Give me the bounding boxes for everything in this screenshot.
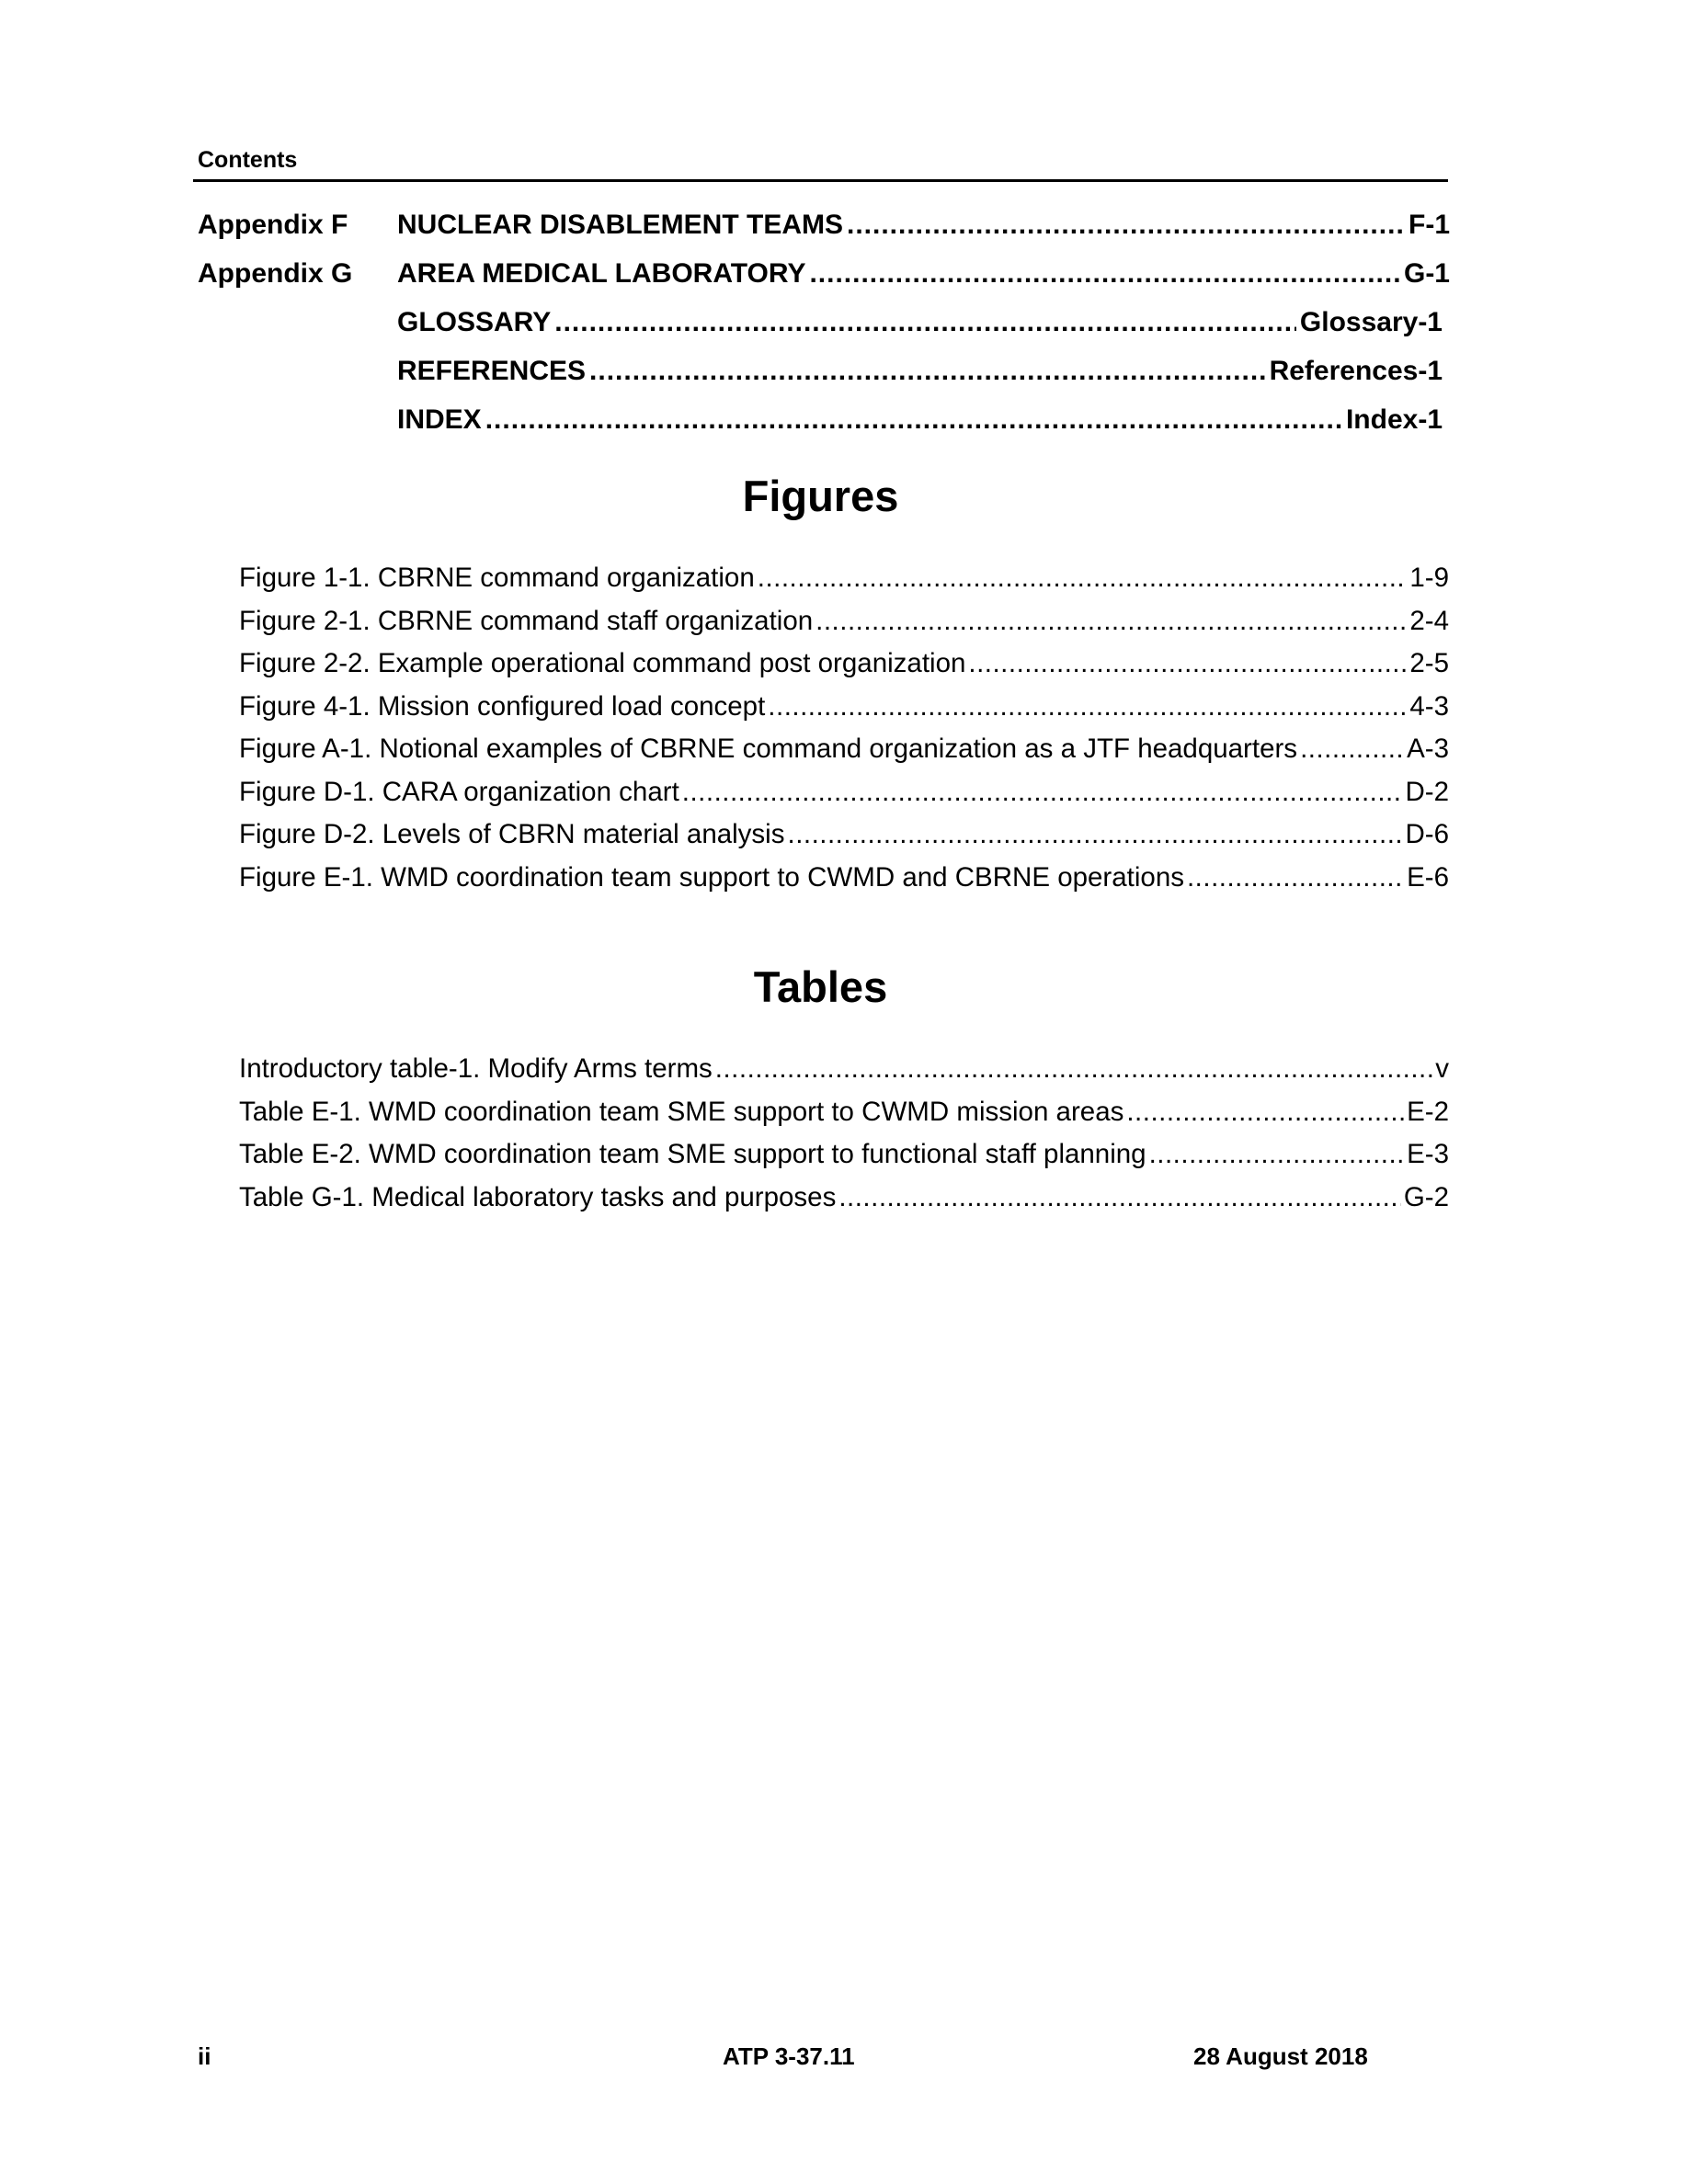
dot-leader bbox=[682, 777, 1403, 808]
toc-page: Glossary-1 bbox=[1299, 307, 1443, 337]
figure-page: 2-5 bbox=[1409, 648, 1449, 678]
toc-row[interactable] bbox=[198, 210, 1450, 258]
figure-title: Figure 2-1. CBRNE command staff organization bbox=[239, 605, 814, 636]
toc-entry bbox=[397, 356, 1443, 387]
dot-leader bbox=[715, 1053, 1432, 1085]
table-entry[interactable] bbox=[239, 1097, 1449, 1140]
footer-page-number: ii bbox=[198, 2042, 211, 2070]
dot-leader bbox=[485, 404, 1342, 436]
dot-leader bbox=[554, 307, 1296, 338]
toc-entry bbox=[397, 307, 1443, 338]
figure-page: A-3 bbox=[1407, 734, 1449, 764]
table-page: E-2 bbox=[1407, 1096, 1449, 1127]
running-head: Contents bbox=[198, 147, 298, 173]
dot-leader bbox=[768, 691, 1407, 722]
toc-title: REFERENCES bbox=[397, 356, 587, 386]
dot-leader bbox=[589, 356, 1266, 387]
toc-row[interactable] bbox=[198, 307, 1450, 356]
table-title: Table E-1. WMD coordination team SME support to CWMD mission areas bbox=[239, 1096, 1124, 1127]
toc-page: G-1 bbox=[1403, 258, 1450, 289]
figure-page: E-6 bbox=[1407, 861, 1449, 893]
figure-entry[interactable] bbox=[239, 777, 1449, 820]
header-rule bbox=[193, 179, 1448, 182]
figures-heading: Figures bbox=[742, 472, 899, 520]
dot-leader bbox=[1187, 862, 1404, 893]
figure-page: 4-3 bbox=[1409, 690, 1449, 722]
table-title: Introductory table-1. Modify Arms terms bbox=[239, 1053, 713, 1084]
toc-title: GLOSSARY bbox=[397, 307, 552, 337]
tables-heading: Tables bbox=[753, 962, 888, 1011]
toc-row[interactable] bbox=[198, 258, 1450, 307]
figure-page: D-2 bbox=[1405, 776, 1449, 807]
figure-entry[interactable] bbox=[239, 606, 1449, 649]
dot-leader bbox=[838, 1182, 1400, 1213]
dot-leader bbox=[815, 606, 1407, 637]
toc-label: Appendix F bbox=[198, 210, 348, 240]
figure-entry[interactable] bbox=[239, 734, 1449, 777]
toc-page: Index-1 bbox=[1345, 404, 1443, 435]
dot-leader bbox=[1300, 734, 1404, 765]
figure-title: Figure 4-1. Mission configured load concept bbox=[239, 690, 766, 722]
toc-row[interactable] bbox=[198, 356, 1450, 404]
toc-entry bbox=[397, 210, 1450, 241]
table-entry[interactable] bbox=[239, 1139, 1449, 1182]
toc-title: AREA MEDICAL LABORATORY bbox=[397, 258, 806, 289]
figure-title: Figure A-1. Notional examples of CBRNE command organization as a JTF headquarters bbox=[239, 734, 1298, 764]
figures-list bbox=[239, 563, 1449, 904]
figure-page: D-6 bbox=[1405, 819, 1449, 849]
toc-page: F-1 bbox=[1409, 210, 1450, 240]
figure-entry[interactable] bbox=[239, 563, 1449, 606]
tables-list bbox=[239, 1053, 1449, 1224]
footer-publication: ATP 3-37.11 bbox=[723, 2042, 855, 2070]
figure-page: 2-4 bbox=[1409, 605, 1449, 636]
toc-appendix-list bbox=[198, 210, 1450, 453]
dot-leader bbox=[1149, 1139, 1404, 1170]
toc-page: References-1 bbox=[1269, 356, 1443, 386]
table-entry[interactable] bbox=[239, 1182, 1449, 1225]
figure-entry[interactable] bbox=[239, 691, 1449, 734]
table-title: Table E-2. WMD coordination team SME support to functional staff planning bbox=[239, 1139, 1146, 1169]
table-entry[interactable] bbox=[239, 1053, 1449, 1097]
table-title: Table G-1. Medical laboratory tasks and purposes bbox=[239, 1181, 837, 1212]
figure-entry[interactable] bbox=[239, 862, 1449, 905]
figure-entry[interactable] bbox=[239, 648, 1449, 691]
figure-page: 1-9 bbox=[1409, 563, 1449, 593]
figure-title: Figure 2-2. Example operational command post organization bbox=[239, 648, 966, 678]
table-page: v bbox=[1435, 1053, 1449, 1084]
toc-entry bbox=[397, 258, 1450, 290]
dot-leader bbox=[788, 819, 1403, 850]
figure-title: Figure E-1. WMD coordination team support to CWMD and CBRNE operations bbox=[239, 861, 1184, 893]
toc-title: NUCLEAR DISABLEMENT TEAMS bbox=[397, 210, 843, 240]
figure-entry[interactable] bbox=[239, 819, 1449, 862]
dot-leader bbox=[968, 648, 1407, 679]
figure-title: Figure D-2. Levels of CBRN material analysis bbox=[239, 819, 785, 849]
figure-title: Figure 1-1. CBRNE command organization bbox=[239, 563, 755, 593]
toc-title: INDEX bbox=[397, 404, 482, 435]
table-page: E-3 bbox=[1407, 1139, 1449, 1169]
table-page: G-2 bbox=[1403, 1181, 1449, 1212]
figure-title: Figure D-1. CARA organization chart bbox=[239, 776, 679, 807]
toc-label: Appendix G bbox=[198, 258, 353, 289]
toc-row[interactable] bbox=[198, 404, 1450, 453]
footer-date: 28 August 2018 bbox=[1193, 2042, 1368, 2070]
dot-leader bbox=[758, 563, 1408, 594]
dot-leader bbox=[1126, 1097, 1404, 1128]
toc-entry bbox=[397, 404, 1443, 436]
dot-leader bbox=[809, 258, 1400, 290]
dot-leader bbox=[847, 210, 1405, 241]
